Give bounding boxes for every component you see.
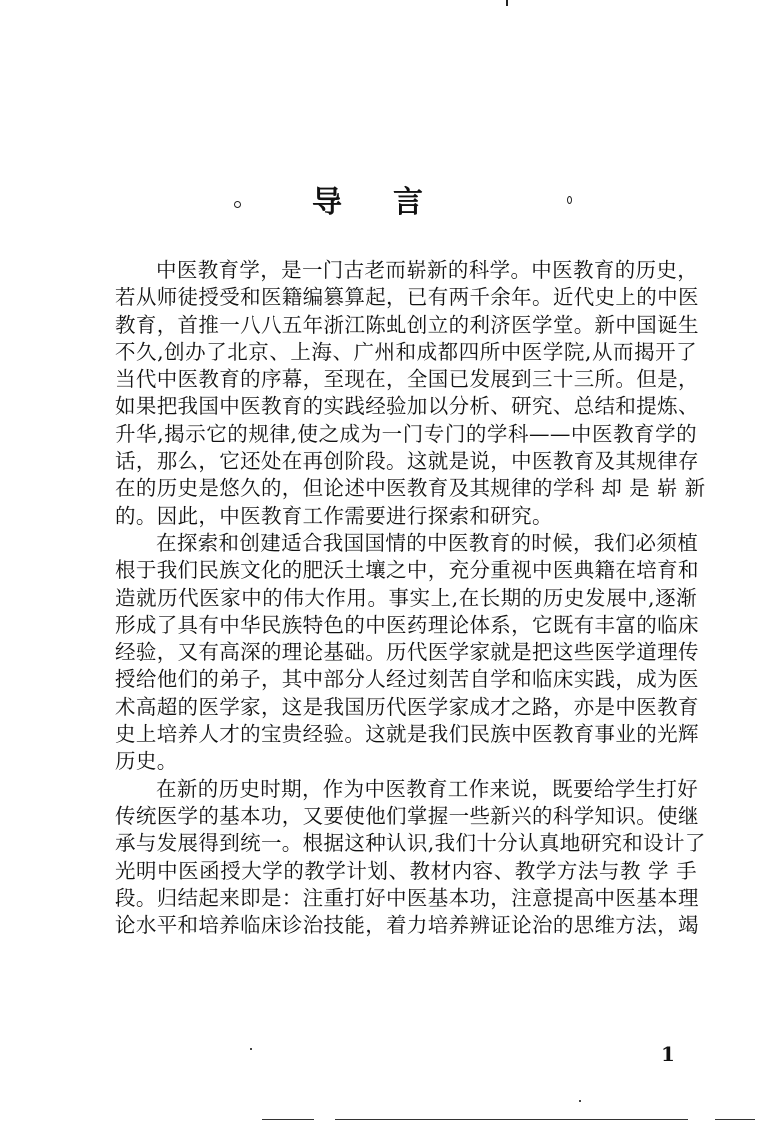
- footer-rule: [335, 1119, 581, 1120]
- text-line: 话，那么，它还处在再创阶段。这就是说，中医教育及其规律存: [115, 449, 699, 474]
- text-line: 承与发展得到统一。根据这种认识,我们十分认真地研究和设计了: [115, 831, 706, 856]
- body-text: [115, 257, 706, 939]
- text-line: 根于我们民族文化的肥沃土壤之中，充分重视中医典籍在培育和: [115, 558, 699, 583]
- scan-speck: [579, 1100, 581, 1102]
- text-line: 当代中医教育的序幕，至现在，全国已发展到三十三所。但是，: [115, 367, 699, 392]
- scan-speck: [250, 1048, 252, 1050]
- footer-rule: [578, 1119, 688, 1120]
- text-line: 在新的历史时期，作为中医教育工作来说，既要给学生打好: [156, 776, 699, 801]
- text-line: 传统医学的基本功，又要使他们掌握一些新兴的科学知识。使继: [115, 803, 699, 828]
- text-line: 段。归结起来即是：注重打好中医基本功，注意提高中医基本理: [115, 885, 699, 910]
- ornament-dot-icon: [567, 196, 572, 204]
- scan-mark: [506, 0, 508, 6]
- page-number: 1: [661, 1042, 675, 1066]
- text-line: 升华,揭示它的规律,使之成为一门专门的学科——中医教育学的: [115, 421, 697, 446]
- text-line: 造就历代医家中的伟大作用。事实上,在长期的历史发展中,逐渐: [115, 585, 697, 610]
- text-line: 历史。: [115, 749, 178, 774]
- text-line: 中医教育学，是一门古老而崭新的科学。中医教育的历史，: [156, 258, 699, 282]
- footer-rule: [715, 1119, 755, 1120]
- text-line: 光明中医函授大学的教学计划、教材内容、教学方法与教 学 手: [115, 858, 697, 883]
- text-line: 不久,创办了北京、上海、广州和成都四所中医学院,从而揭开了: [115, 339, 697, 364]
- title-char-2: 言: [393, 185, 423, 220]
- text-line: 在探索和创建适合我国国情的中医教育的时候，我们必须植: [156, 530, 699, 555]
- text-line: 的。因此，中医教育工作需要进行探索和研究。: [115, 503, 553, 528]
- ornament-dot-icon: [234, 201, 241, 208]
- text-line: 若从师徒授受和医籍编篡算起，已有两千余年。近代史上的中医: [115, 285, 699, 310]
- paragraph-3: [115, 776, 706, 940]
- text-line: 教育，首推一八八五年浙江陈虬创立的利济医学堂。新中国诞生: [115, 312, 699, 337]
- paragraph-1: [115, 257, 706, 530]
- text-line: 论水平和培养临床诊治技能，着力培养辨证论治的思维方法，竭: [115, 913, 699, 938]
- text-line: 史上培养人才的宝贵经验。这就是我们民族中医教育事业的光辉: [115, 722, 699, 747]
- paragraph-2: [115, 530, 697, 776]
- text-line: 经验，又有高深的理论基础。历代医学家就是把这些医学道理传: [115, 640, 699, 665]
- text-line: 如果把我国中医教育的实践经验加以分析、研究、总结和提炼、: [115, 394, 699, 419]
- chapter-title: [0, 183, 773, 223]
- text-line: 在的历史是悠久的，但论述中医教育及其规律的学科 却 是 崭 新: [115, 476, 706, 501]
- text-line: 形成了具有中华民族特色的中医药理论体系，它既有丰富的临床: [115, 612, 699, 637]
- text-line: 术高超的医学家，这是我国历代医学家成才之路，亦是中医教育: [115, 694, 699, 719]
- title-char-1: 导: [312, 185, 342, 220]
- text-line: 授给他们的弟子，其中部分人经过刻苦自学和临床实践，成为医: [115, 667, 699, 692]
- footer-rule: [262, 1119, 314, 1120]
